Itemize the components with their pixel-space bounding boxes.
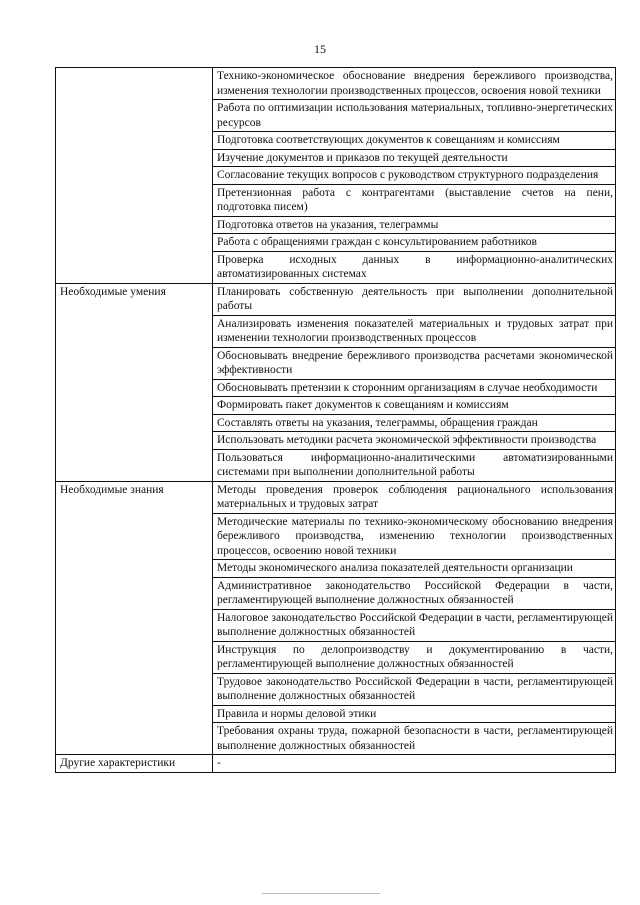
table-cell-item: Пользоваться информационно-аналитическими автоматизированными системами при выполнении дополнительной работы <box>213 449 616 481</box>
table-cell-item: Трудовое законодательство Российской Федерации в части, регламентирующей выполнение должностных обязанностей <box>213 673 616 705</box>
table-cell-item: Подготовка соответствующих документов к совещаниям и комиссиям <box>213 132 616 150</box>
table-cell-item: Инструкция по делопроизводству и документированию в части, регламентирующей выполнение должностных обязанностей <box>213 641 616 673</box>
scan-artifact-line <box>262 893 380 894</box>
table-cell-item: Проверка исходных данных в информационно-аналитических автоматизированных системах <box>213 251 616 283</box>
table-cell-item: Технико-экономическое обоснование внедрения бережливого производства, изменения технологии производственных процессов, освоения новой техники <box>213 68 616 100</box>
section-label-skills: Необходимые умения <box>56 283 213 481</box>
table-cell-item: Претензионная работа с контрагентами (выставление счетов на пени, подготовка писем) <box>213 184 616 216</box>
table-cell-item: Изучение документов и приказов по текущей деятельности <box>213 149 616 167</box>
table-cell-item: Методические материалы по технико-экономическому обоснованию внедрения бережливого производства, изменению технологии производственных процессов, освоению новой техники <box>213 513 616 560</box>
table-cell-item: Согласование текущих вопросов с руководством структурного подразделения <box>213 167 616 185</box>
table-cell-item: - <box>213 755 616 773</box>
section-label-tasks <box>56 68 213 284</box>
table-cell-item: Обосновывать внедрение бережливого производства расчетами экономической эффективности <box>213 347 616 379</box>
table-row <box>56 283 616 315</box>
table-row <box>56 755 616 773</box>
table-cell-item: Обосновывать претензии к сторонним организациям в случае необходимости <box>213 379 616 397</box>
table-cell-item: Методы проведения проверок соблюдения рационального использования материальных и трудовых затрат <box>213 481 616 513</box>
table-cell-item: Составлять ответы на указания, телеграммы, обращения граждан <box>213 414 616 432</box>
section-label-other: Другие характеристики <box>56 755 213 773</box>
table-cell-item: Планировать собственную деятельность при выполнении дополнительной работы <box>213 283 616 315</box>
section-label-knowledge: Необходимые знания <box>56 481 213 755</box>
page-number: 15 <box>314 42 326 56</box>
table-cell-item: Методы экономического анализа показателей деятельности организации <box>213 560 616 578</box>
table-cell-item: Использовать методики расчета экономической эффективности производства <box>213 432 616 450</box>
table-cell-item: Правила и нормы деловой этики <box>213 705 616 723</box>
table-cell-item: Требования охраны труда, пожарной безопасности в части, регламентирующей выполнение должностных обязанностей <box>213 723 616 755</box>
table-cell-item: Подготовка ответов на указания, телеграммы <box>213 216 616 234</box>
table-row <box>56 68 616 100</box>
table-cell-item: Анализировать изменения показателей материальных и трудовых затрат при изменении технологии производственных процессов <box>213 315 616 347</box>
table-cell-item: Административное законодательство Российской Федерации в части, регламентирующей выполнение должностных обязанностей <box>213 577 616 609</box>
table-cell-item: Формировать пакет документов к совещаниям и комиссиям <box>213 397 616 415</box>
competency-table <box>55 67 616 773</box>
table-cell-item: Работа по оптимизации использования материальных, топливно-энергетических ресурсов <box>213 100 616 132</box>
table-cell-item: Работа с обращениями граждан с консультированием работников <box>213 234 616 252</box>
table-cell-item: Налоговое законодательство Российской Федерации в части, регламентирующей выполнение должностных обязанностей <box>213 609 616 641</box>
competency-table-body <box>56 68 616 773</box>
table-row <box>56 481 616 513</box>
